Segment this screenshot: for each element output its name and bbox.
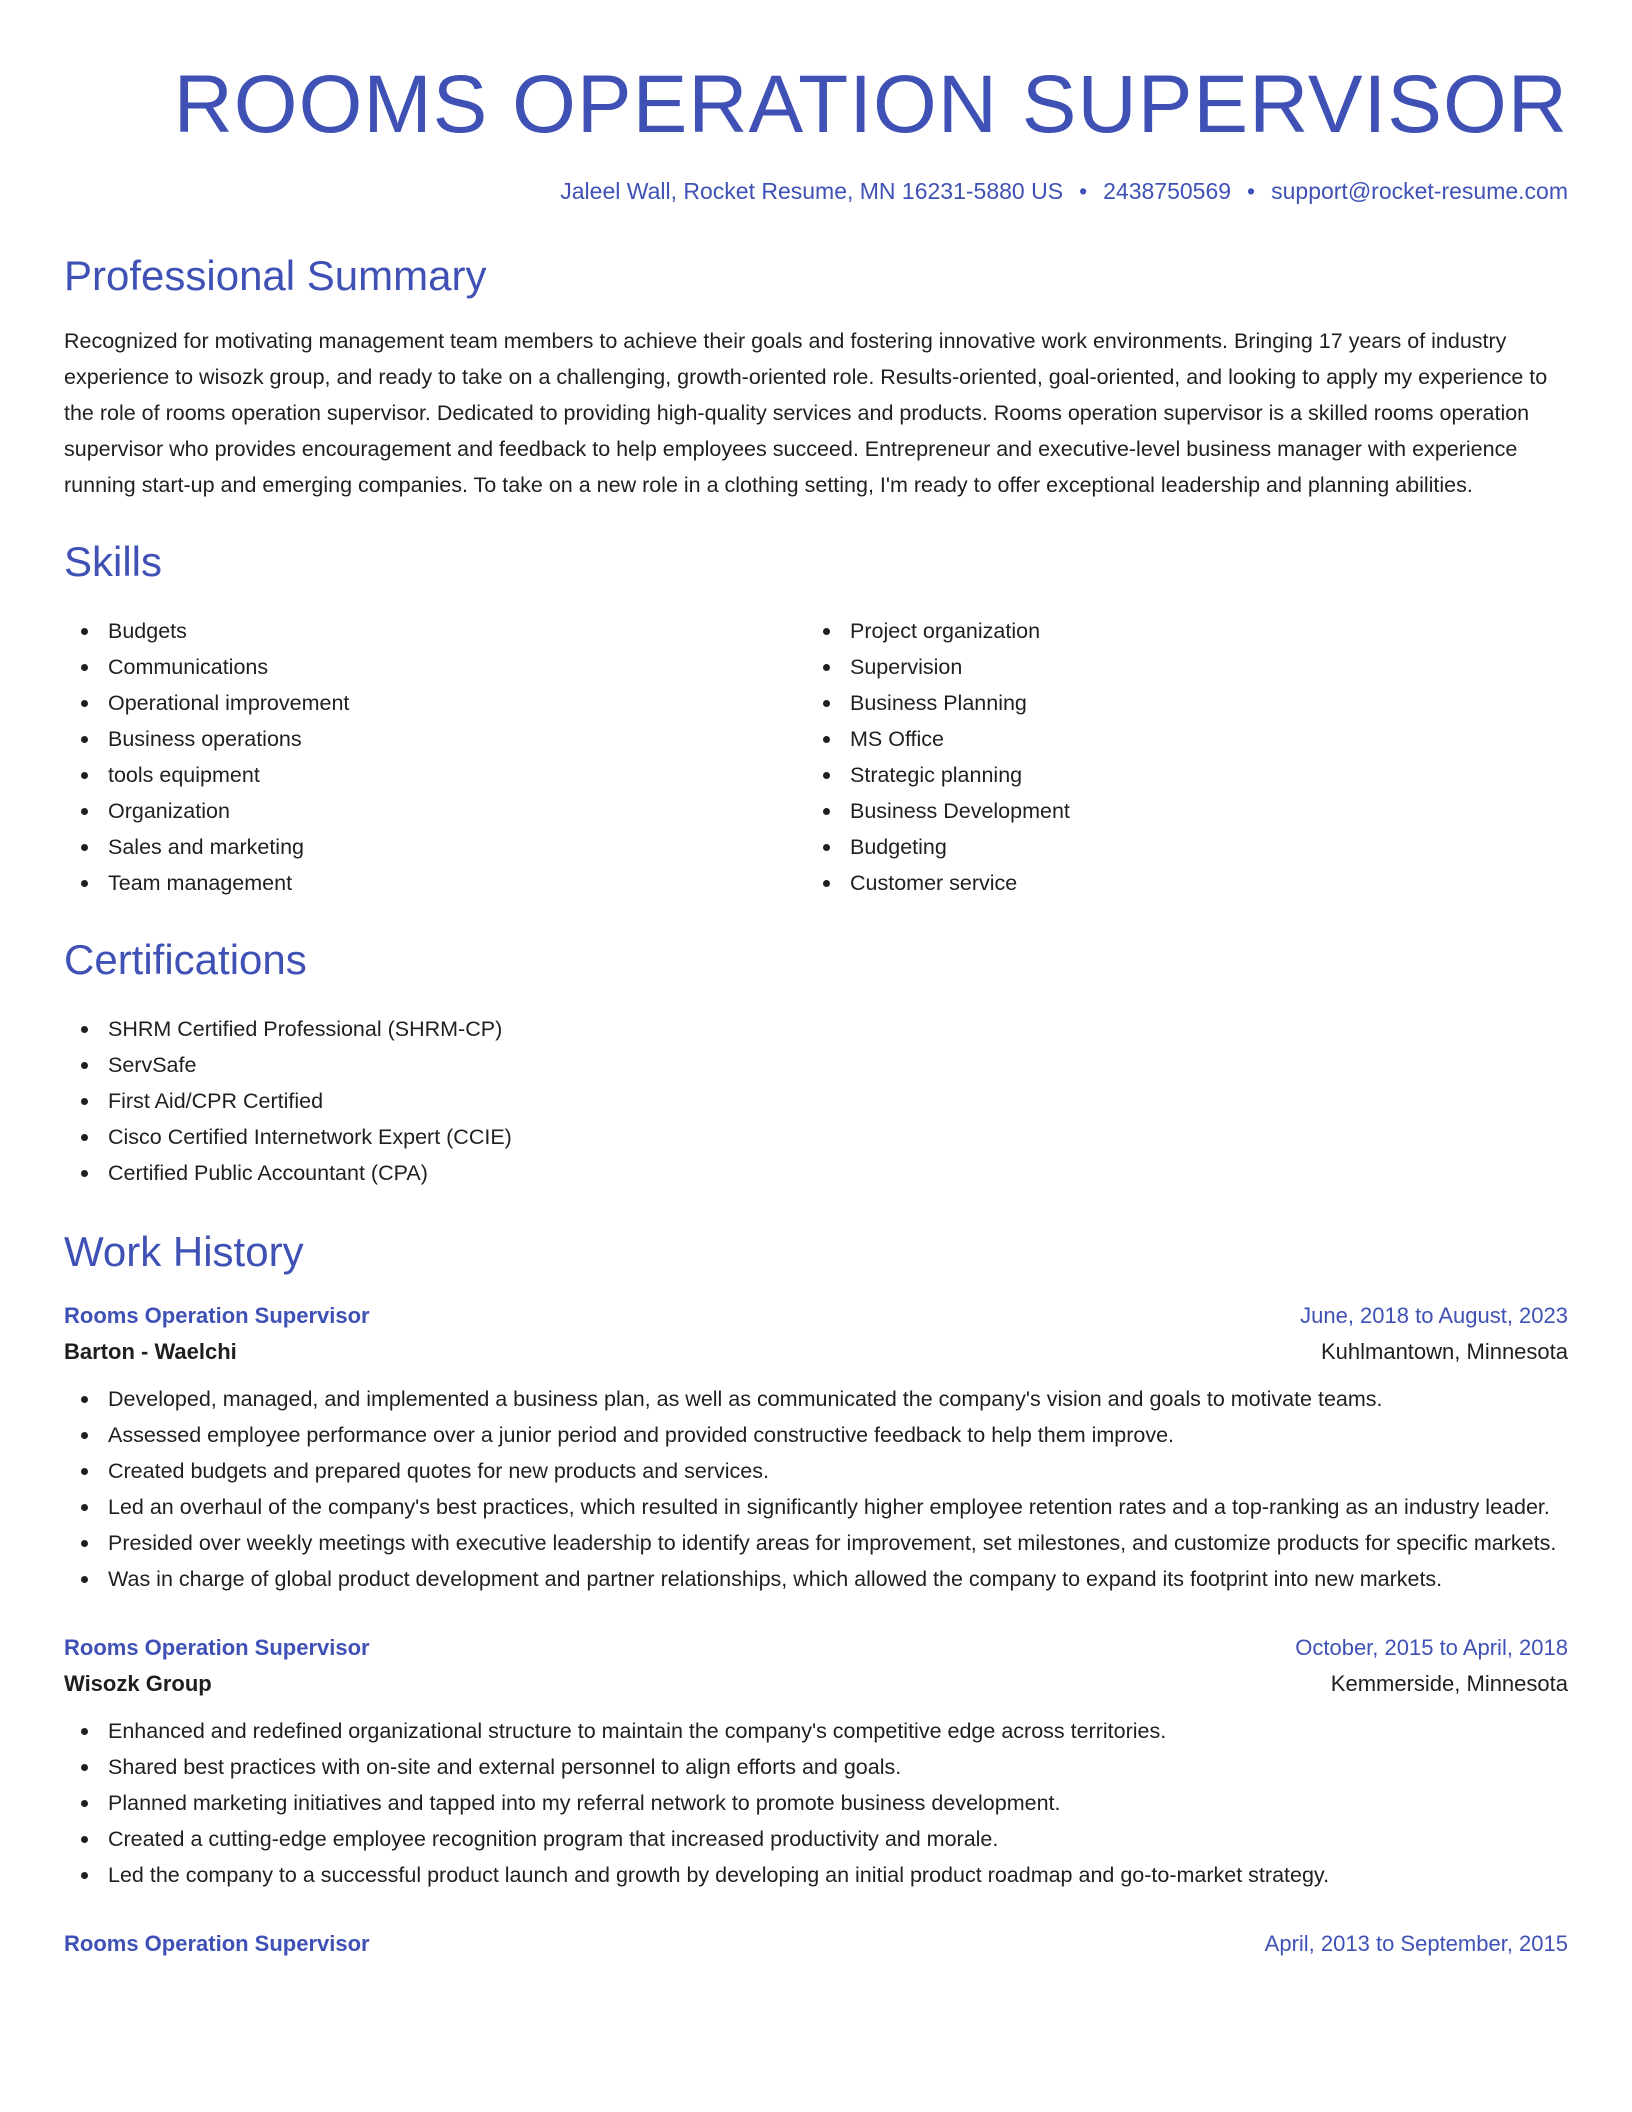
job-bullet: Presided over weekly meetings with executive leadership to identify areas for improvement, set milestones, and customize products for specific markets.: [64, 1525, 1568, 1561]
summary-text: Recognized for motivating management team members to achieve their goals and fostering innovative work environments. Bringing 17 years of industry experience to wisozk group, and ready to take on a challenging, growth-oriented role. Results-oriented, goal-oriented, and looking to apply my experience to the role of rooms operation supervisor. Dedicated to providing high-quality services and products. Rooms operation supervisor is a skilled rooms operation supervisor who provides encouragement and feedback to help employees succeed. Entrepreneur and executive-level business manager with experience running start-up and emerging companies. To take on a new role in a clothing setting, I'm ready to offer exceptional leadership and planning abilities.: [64, 329, 1548, 497]
skill-item: Communications: [64, 649, 806, 685]
job-bullet: Led an overhaul of the company's best practices, which resulted in significantly higher employee retention rates and a top-ranking as an industry leader.: [64, 1489, 1568, 1525]
job-bullet: Created budgets and prepared quotes for new products and services.: [64, 1453, 1568, 1489]
section-heading: Work History: [64, 1228, 304, 1275]
contact-line: [64, 180, 1568, 203]
skill-item: Supervision: [806, 649, 1548, 685]
certifications-list: [64, 1011, 1568, 1191]
job-title: Rooms Operation Supervisor: [64, 1931, 370, 1956]
certification-item: SHRM Certified Professional (SHRM-CP): [64, 1011, 1568, 1047]
work-history-section: [64, 1228, 1568, 1957]
skill-item: Strategic planning: [806, 757, 1548, 793]
section-heading: Professional Summary: [64, 252, 487, 299]
contact-email[interactable]: support@rocket-resume.com: [1271, 178, 1568, 204]
job-subheader: [64, 1339, 1568, 1365]
job-bullet: Planned marketing initiatives and tapped into my referral network to promote business development.: [64, 1785, 1568, 1821]
certification-item: ServSafe: [64, 1047, 1568, 1083]
skill-item: Budgeting: [806, 829, 1548, 865]
professional-summary-section: [64, 252, 1568, 503]
skill-item: tools equipment: [64, 757, 806, 793]
job-bullet: Developed, managed, and implemented a business plan, as well as communicated the company's vision and goals to motivate teams.: [64, 1381, 1568, 1417]
skill-item: MS Office: [806, 721, 1548, 757]
skill-item: Operational improvement: [64, 685, 806, 721]
certification-item: First Aid/CPR Certified: [64, 1083, 1568, 1119]
job-title: Rooms Operation Supervisor: [64, 1303, 370, 1328]
skill-item: Business Development: [806, 793, 1548, 829]
job-header: [64, 1931, 1568, 1957]
certifications-section: [64, 936, 1568, 1191]
job-bullet: Assessed employee performance over a junior period and provided constructive feedback to help them improve.: [64, 1417, 1568, 1453]
skill-item: Sales and marketing: [64, 829, 806, 865]
job-bullet: Enhanced and redefined organizational structure to maintain the company's competitive edge across territories.: [64, 1713, 1568, 1749]
skill-item: Business operations: [64, 721, 806, 757]
skills-section: [64, 538, 1568, 901]
job-subheader: [64, 1671, 1568, 1697]
skill-item: Team management: [64, 865, 806, 901]
job-bullet: Created a cutting-edge employee recognition program that increased productivity and morale.: [64, 1821, 1568, 1857]
contact-separator: •: [1247, 178, 1256, 204]
certification-item: Certified Public Accountant (CPA): [64, 1155, 1568, 1191]
skills-list-right: [806, 613, 1548, 901]
contact-address: Jaleel Wall, Rocket Resume, MN 16231-5880 US: [560, 178, 1064, 204]
skill-item: Budgets: [64, 613, 806, 649]
resume-title: ROOMS OPERATION SUPERVISOR: [173, 59, 1568, 150]
job-bullet: Led the company to a successful product launch and growth by developing an initial product roadmap and go-to-market strategy.: [64, 1857, 1568, 1893]
job-company: Barton - Waelchi: [64, 1339, 237, 1364]
section-heading: Skills: [64, 538, 163, 585]
job-bullets: [64, 1381, 1568, 1597]
job-dates: June, 2018 to August, 2023: [1300, 1303, 1568, 1328]
job-dates: April, 2013 to September, 2015: [1264, 1931, 1568, 1956]
section-heading: Certifications: [64, 936, 307, 983]
job-bullet: Shared best practices with on-site and external personnel to align efforts and goals.: [64, 1749, 1568, 1785]
job-dates: October, 2015 to April, 2018: [1295, 1635, 1568, 1660]
job-bullet: Was in charge of global product development and partner relationships, which allowed the company to expand its footprint into new markets.: [64, 1561, 1568, 1597]
job-location: Kemmerside, Minnesota: [1330, 1671, 1568, 1696]
certification-item: Cisco Certified Internetwork Expert (CCIE): [64, 1119, 1568, 1155]
job-entry: [64, 1635, 1568, 1893]
contact-phone: 2438750569: [1103, 178, 1232, 204]
job-entry: [64, 1931, 1568, 1957]
skills-list-left: [64, 613, 806, 901]
contact-separator: •: [1079, 178, 1088, 204]
job-header: [64, 1635, 1568, 1661]
skills-columns: [64, 613, 1568, 901]
job-header: [64, 1303, 1568, 1329]
skill-item: Project organization: [806, 613, 1548, 649]
skill-item: Business Planning: [806, 685, 1548, 721]
job-bullets: [64, 1713, 1568, 1893]
job-location: Kuhlmantown, Minnesota: [1320, 1339, 1568, 1364]
job-title: Rooms Operation Supervisor: [64, 1635, 370, 1660]
resume-page: [64, 0, 1568, 1957]
job-entry: [64, 1303, 1568, 1597]
skill-item: Customer service: [806, 865, 1548, 901]
skill-item: Organization: [64, 793, 806, 829]
job-company: Wisozk Group: [64, 1671, 212, 1696]
